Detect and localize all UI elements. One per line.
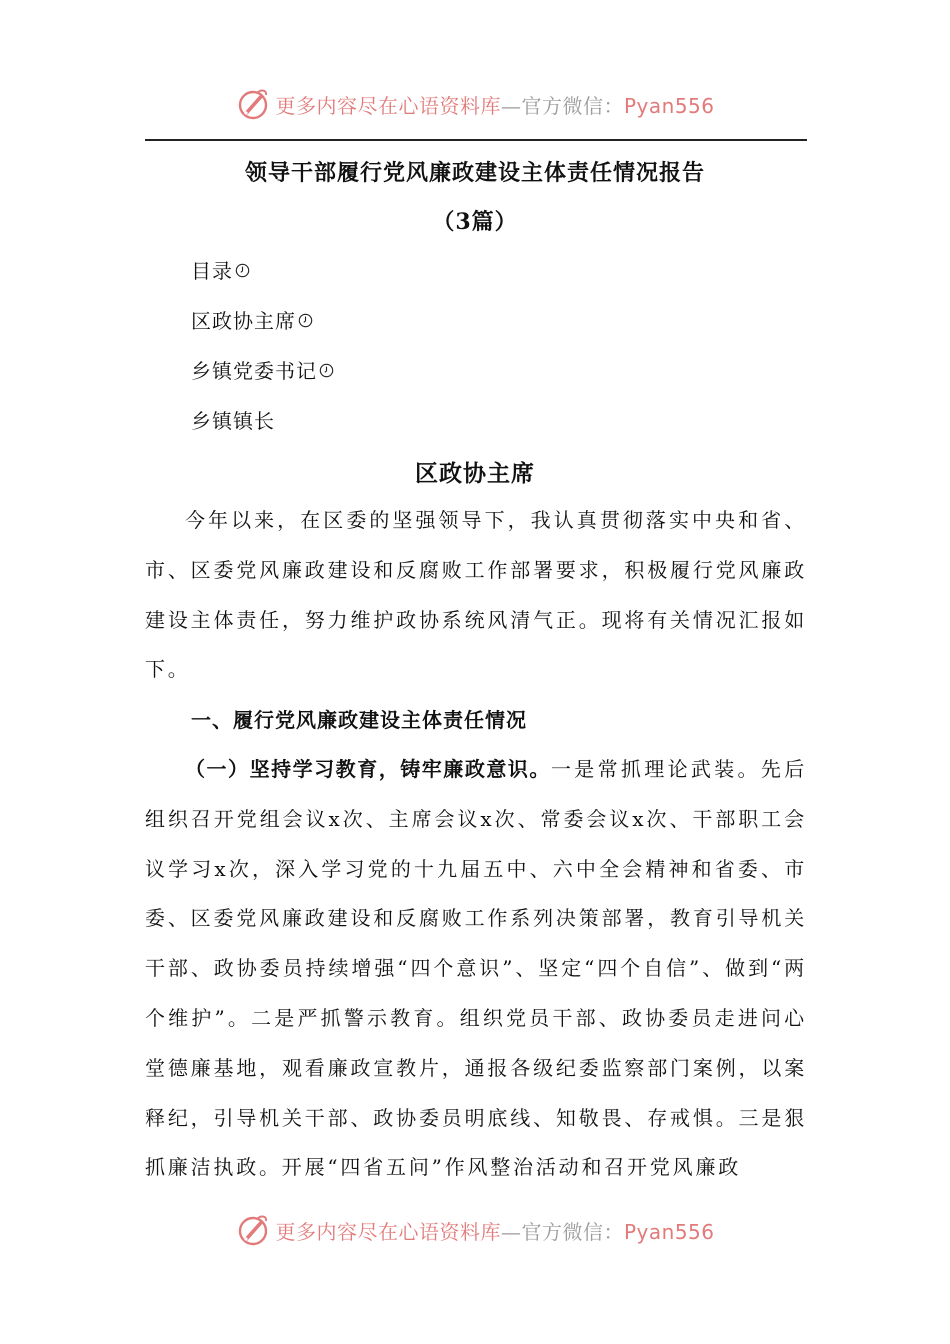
toc-item-township-mayor[interactable]: [191, 406, 334, 456]
banner-main-text: 更多内容尽在心语资料库: [275, 1219, 501, 1244]
clock-icon: [319, 363, 334, 378]
banner-dash: —: [500, 93, 522, 118]
banner-wechat-label: 官方微信：: [521, 93, 624, 118]
banner-dash: —: [500, 1219, 522, 1244]
pen-logo-icon: [235, 1212, 271, 1248]
banner-wechat-label: 官方微信：: [521, 1219, 624, 1244]
subsection-heading: 一、履行党风廉政建设主体责任情况: [191, 708, 527, 732]
toc-item-label: 目录: [191, 259, 233, 283]
section-heading: 区政协主席: [415, 460, 535, 487]
toc-item-township-secretary[interactable]: [191, 356, 334, 406]
document-title: 领导干部履行党风廉政建设主体责任情况报告: [244, 160, 705, 186]
intro-paragraph: [145, 496, 807, 695]
banner-wechat-id: Pyan556: [623, 1219, 715, 1244]
paragraph-lead: （一）坚持学习教育，铸牢廉政意识。: [185, 757, 551, 781]
toc-item-label: 乡镇镇长: [191, 409, 275, 433]
pen-logo-icon: [235, 86, 271, 122]
toc-item-contents[interactable]: [191, 256, 334, 306]
document-subtitle: （3篇）: [432, 209, 518, 235]
paragraph-body: 一是常抓理论武装。先后组织召开党组会议x次、主席会议x次、常委会议x次、干部职工会议学习x次，深入学习党的十九届五中、六中全会精神和省委、市委、区委党风廉政建设和反腐败工作系列决策部署，教育引导机关干部、政协委员持续增强“四个意识”、坚定“四个自信”、做到“两个维护”。二是严抓警示教育。组织党员干部、政协委员走进问心堂德廉基地，观看廉政宣教片，通报各级纪委监察部门案例，以案释纪，引导机关干部、政协委员明底线、知敬畏、存戒惧。三是狠抓廉洁执政。开展“四省五问”作风整治活动和召开党风廉政: [145, 757, 807, 1180]
clock-icon: [235, 263, 250, 278]
paragraph-text: 今年以来，在区委的坚强领导下，我认真贯彻落实中央和省、市、区委党风廉政建设和反腐败工作部署要求，积极履行党风廉政建设主体责任，努力维护政协系统风清气正。现将有关情况汇报如下。: [145, 508, 807, 682]
body-paragraph: [145, 745, 807, 1193]
footer-banner: [0, 1210, 950, 1250]
clock-icon: [298, 313, 313, 328]
toc-item-label: 区政协主席: [191, 309, 296, 333]
banner-wechat-id: Pyan556: [623, 93, 715, 118]
header-divider: [145, 139, 807, 141]
banner-main-text: 更多内容尽在心语资料库: [275, 93, 501, 118]
toc-item-cppcc-chairman[interactable]: [191, 306, 334, 356]
paragraph-text: [145, 745, 807, 1193]
toc-item-label: 乡镇党委书记: [191, 359, 317, 383]
header-banner: [0, 84, 950, 124]
table-of-contents: [191, 256, 334, 456]
